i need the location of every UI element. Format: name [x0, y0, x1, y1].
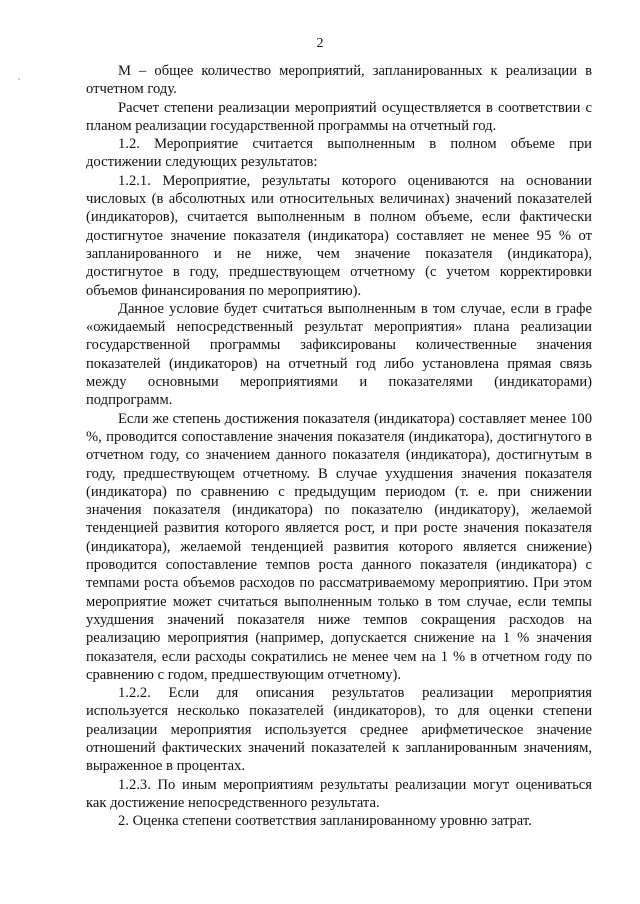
paragraph-condition: Данное условие будет считаться выполненным в том случае, если в графе «ожидаемый непосредственный результат мероприятия» плана реализации государственной программы зафиксированы количественные значения показателей (индикаторов) на отчетный год либо установлена прямая связь между основными мероприятиями и показателями (индикаторами) подпрограмм. — [86, 300, 592, 409]
paragraph-calculation-basis: Расчет степени реализации мероприятий осуществляется в соответствии с планом реализации государственной программы на отчетный год. — [86, 99, 592, 134]
paragraph-2-heading: 2. Оценка степени соответствия запланированному уровню затрат. — [118, 813, 532, 830]
paragraph-1-2-2: 1.2.2. Если для описания результатов реализации мероприятия используется несколько показателей (индикаторов), то для оценки степени реализации мероприятия используется среднее арифметическое значение отношений фактических значений показателей к запланированным значениям, выраженное в процентах. — [86, 685, 592, 775]
paragraph-1-2-3: 1.2.3. По иным мероприятиям результаты реализации могут оцениваться как достижение непосредственного результата. — [86, 776, 592, 811]
paragraph-1-2-1: 1.2.1. Мероприятие, результаты которого оцениваются на основании числовых (в абсолютных или относительных величинах) значений показателей (индикаторов), считается выполненным в полном объеме, если фактически достигнутое значение показателя (индикатора) составляет не менее 95 % от запланированного и не ниже, чем значение показателя (индикатора), достигнутое в году, предшествующем отчетному (с учетом корректировки объемов финансирования по мероприятию). — [86, 172, 592, 299]
page-number: 2 — [316, 36, 324, 51]
paragraph-1-2: 1.2. Мероприятие считается выполненным в полном объеме при достижении следующих результатов: — [86, 136, 592, 171]
document-body — [86, 62, 592, 830]
paragraph-m-definition: М – общее количество мероприятий, запланированных к реализации в отчетном году. — [86, 63, 592, 98]
paragraph-below-100: Если же степень достижения показателя (индикатора) составляет менее 100 %, проводится сопоставление значения показателя (индикатора), достигнутого в отчетном году, со значением данного показателя (индикатора), достигнутым в году, предшествующем отчетному. В случае ухудшения значения показателя (индикатора) по сравнению с предыдущим периодом (т. е. при снижении значения показателя (индикатора) по показателю (индикатору), желаемой тенденцией развития которого является рост, и при росте значения показателя (индикатора), желаемой тенденцией развития которого является снижение) проводится сопоставление темпов роста данного показателя (индикатора) с темпами роста объемов расходов по рассматриваемому мероприятию. При этом мероприятие может считаться выполненным только в том случае, если темпы ухудшения значений показателя ниже темпов сокращения расходов на реализацию мероприятия (например, допускается снижение на 1 % значения показателя, если расходы сократились не менее чем на 1 % в отчетном году по сравнению с годом, предшествующим отчетному). — [86, 410, 592, 683]
scan-margin-mark — [18, 78, 20, 80]
